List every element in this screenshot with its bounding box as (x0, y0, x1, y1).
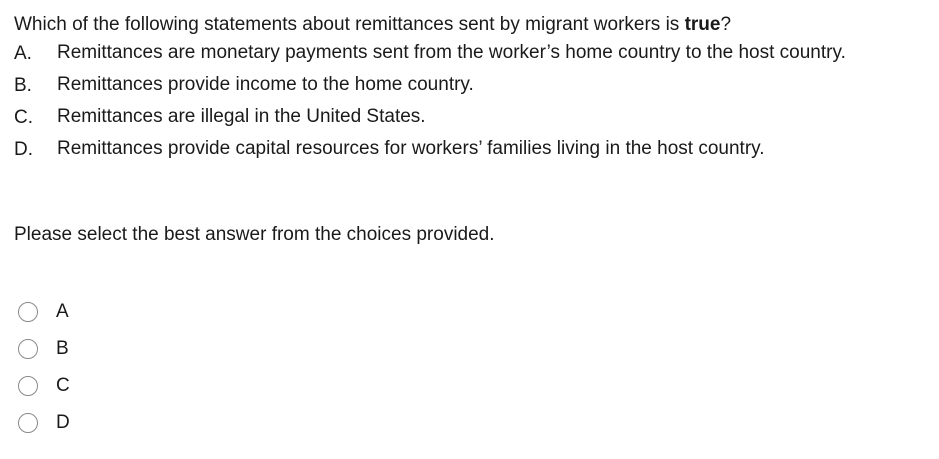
choice-letter: C. (14, 107, 33, 128)
choice-text: Remittances are monetary payments sent from the worker’s home country to the host country. (57, 42, 846, 63)
question-stem-suffix: ? (720, 14, 732, 35)
choice-a (14, 41, 924, 68)
answer-options (18, 298, 70, 446)
choice-list (14, 41, 924, 164)
instruction-text: Please select the best answer from the choices provided. (14, 224, 495, 245)
answer-option-a[interactable] (18, 298, 70, 325)
choice-b (14, 73, 924, 100)
choice-d (14, 137, 924, 164)
question (14, 12, 924, 169)
question-stem-emphasis: true (684, 14, 721, 35)
choice-c (14, 105, 924, 132)
radio-button-a[interactable] (18, 302, 38, 322)
answer-option-d[interactable] (18, 409, 70, 436)
radio-button-b[interactable] (18, 339, 38, 359)
answer-label-b[interactable]: B (56, 337, 69, 359)
choice-letter: D. (14, 139, 33, 160)
answer-label-d[interactable]: D (56, 411, 70, 433)
choice-letter: A. (14, 43, 32, 64)
choice-text: Remittances are illegal in the United States. (57, 106, 426, 127)
choice-text: Remittances provide income to the home country. (57, 74, 474, 95)
question-stem-prefix: Which of the following statements about remittances sent by migrant workers is (14, 14, 685, 35)
choice-text: Remittances provide capital resources for workers’ families living in the host country. (57, 138, 765, 159)
question-stem (14, 12, 924, 37)
radio-button-d[interactable] (18, 413, 38, 433)
radio-button-c[interactable] (18, 376, 38, 396)
answer-option-b[interactable] (18, 335, 70, 362)
choice-letter: B. (14, 75, 32, 96)
answer-label-c[interactable]: C (56, 374, 70, 396)
answer-label-a[interactable]: A (56, 300, 69, 322)
answer-option-c[interactable] (18, 372, 70, 399)
